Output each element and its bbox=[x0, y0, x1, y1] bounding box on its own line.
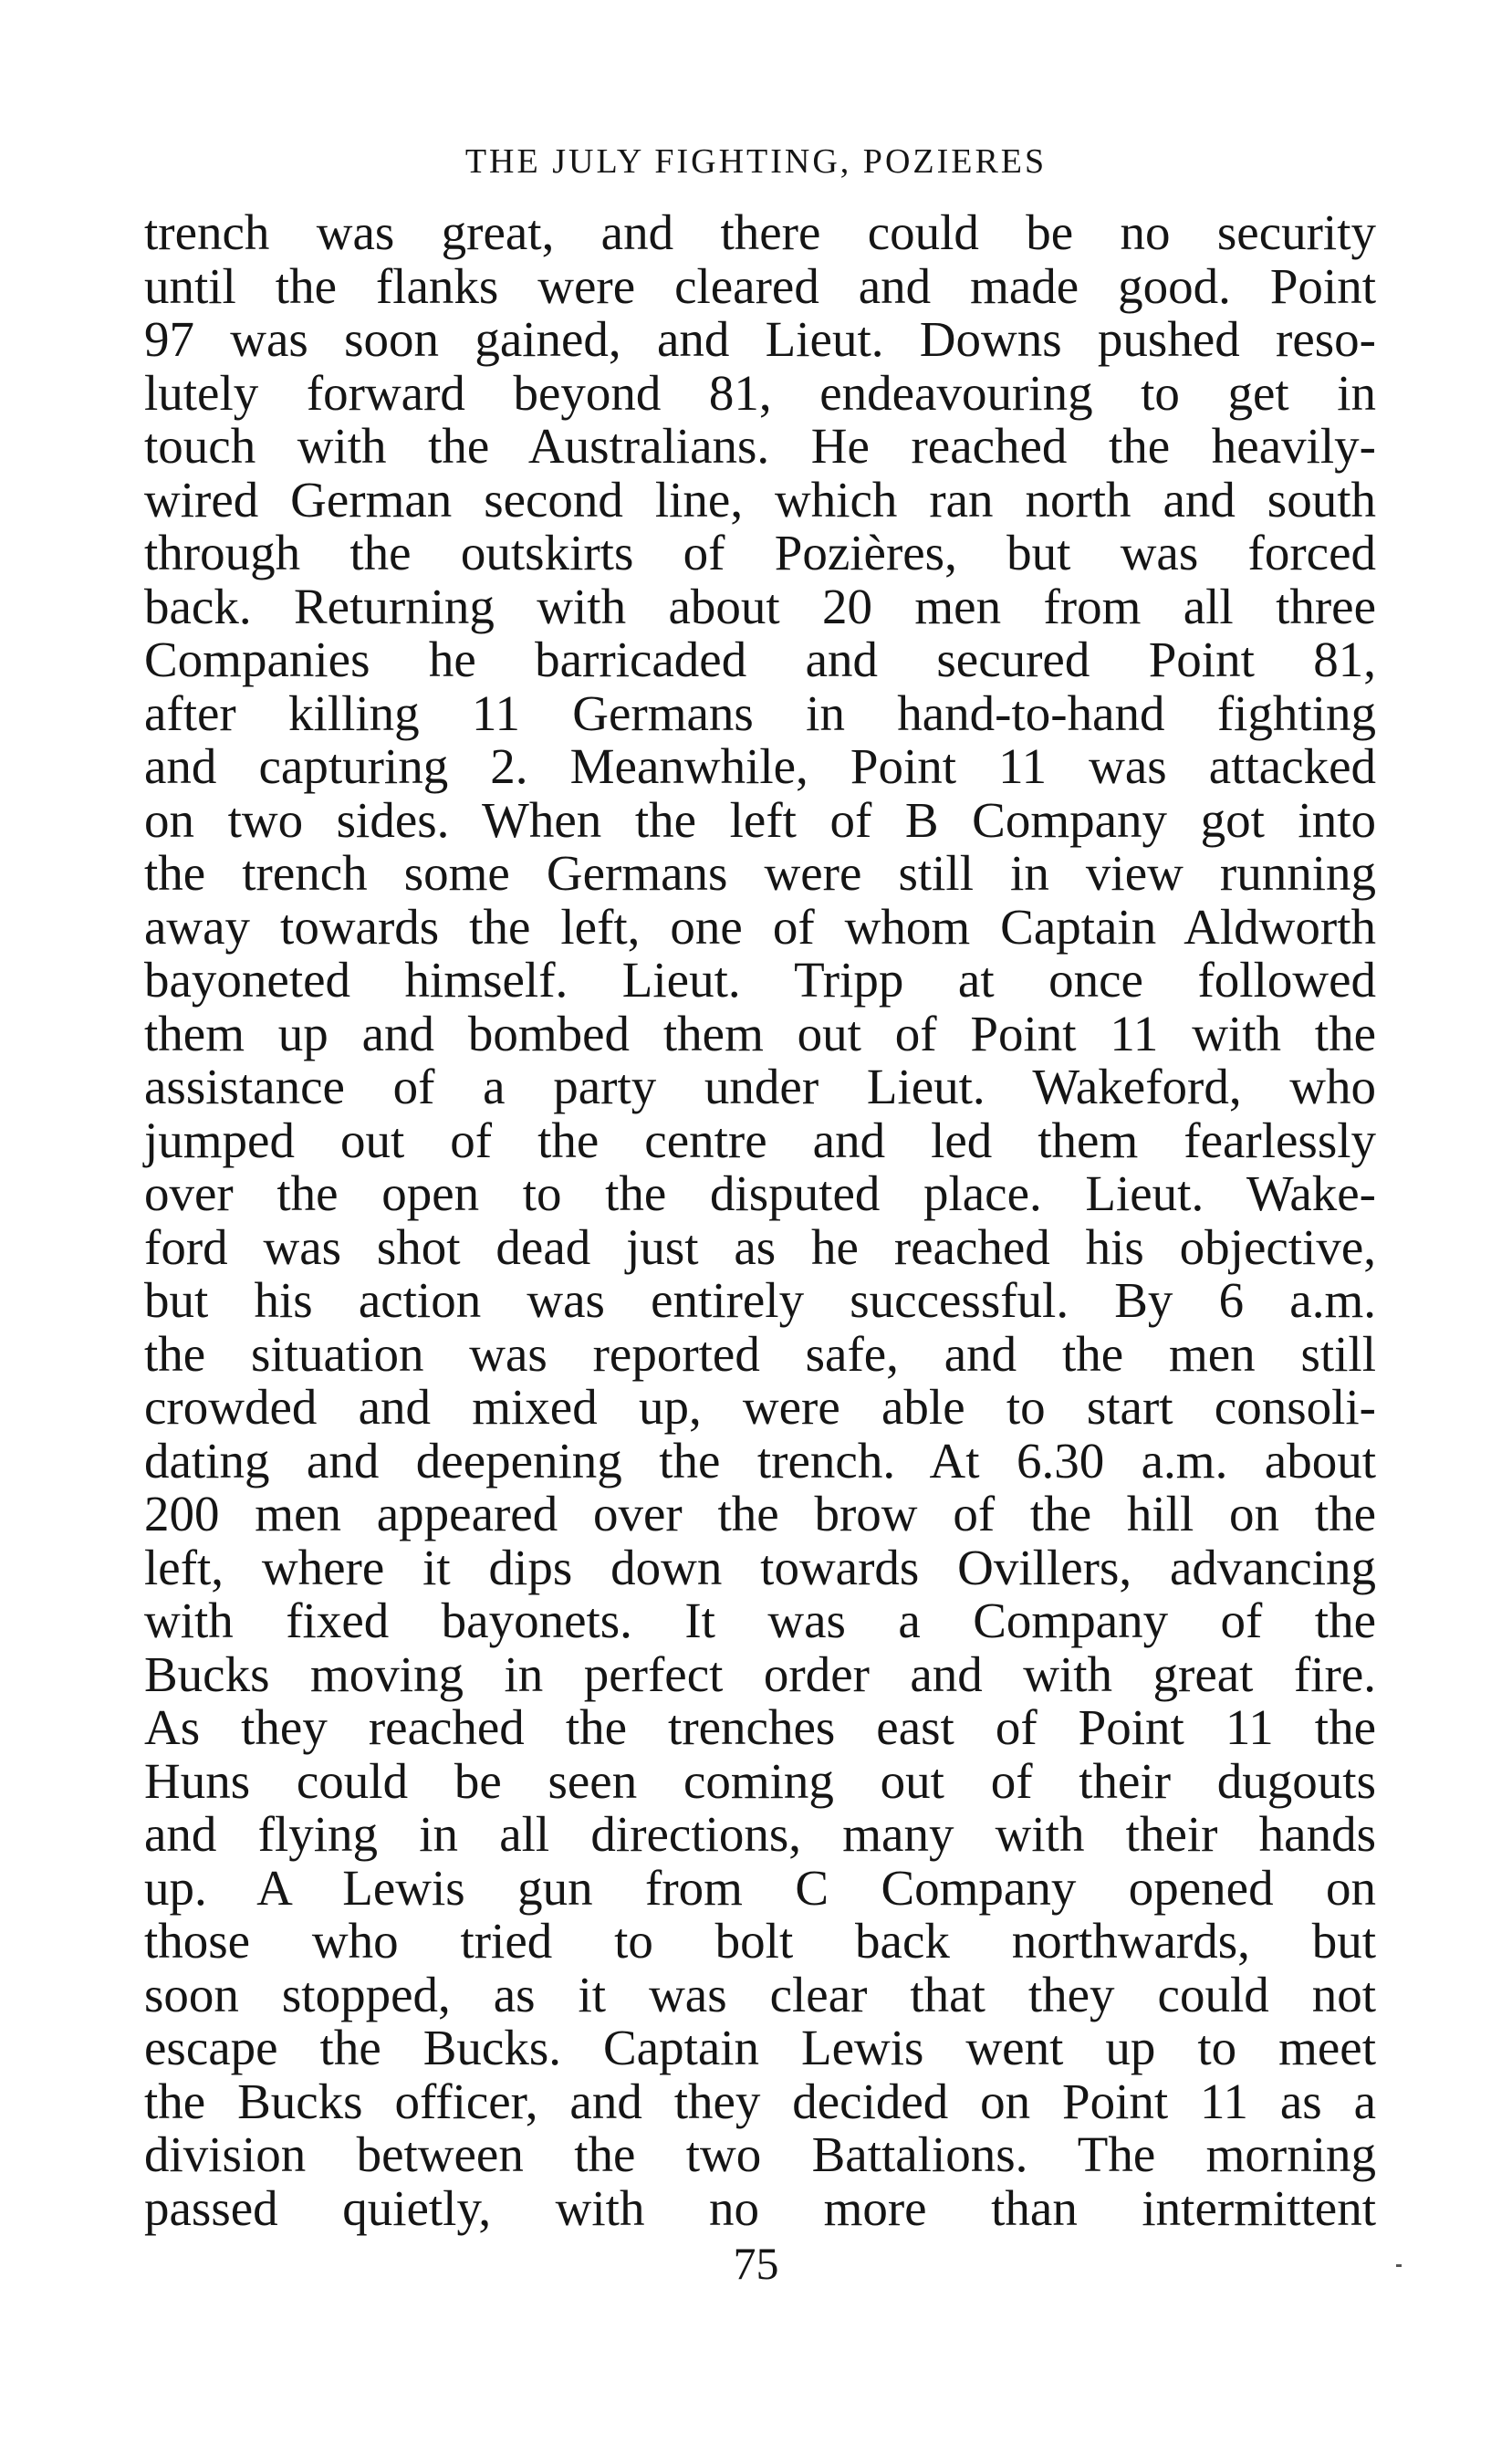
text-line: trench was great, and there could be no security bbox=[144, 204, 1376, 260]
text-line: and capturing 2. Meanwhile, Point 11 was attacked bbox=[144, 738, 1376, 794]
text-line: lutely forward beyond 81, endeavouring to get in bbox=[144, 364, 1376, 421]
text-line: those who tried to bolt back northwards, but bbox=[144, 1913, 1376, 1969]
text-line: but his action was entirely successful. By 6 a.m. bbox=[144, 1272, 1376, 1328]
text-line: ford was shot dead just as he reached his objective, bbox=[144, 1218, 1376, 1275]
text-line: touch with the Australians. He reached the heavily- bbox=[144, 418, 1376, 474]
running-head: THE JULY FIGHTING, POZIERES bbox=[464, 142, 1048, 181]
text-line: them up and bombed them out of Point 11 with the bbox=[144, 1005, 1376, 1061]
text-line: with fixed bayonets. It was a Company of the bbox=[144, 1593, 1376, 1648]
text-line: 200 men appeared over the brow of the hill on the bbox=[144, 1486, 1376, 1541]
text-line: Huns could be seen coming out of their dugouts bbox=[144, 1752, 1376, 1809]
text-line: crowded and mixed up, were able to start consoli- bbox=[144, 1379, 1376, 1435]
text-line: through the outskirts of Pozières, but was forced bbox=[144, 525, 1376, 580]
text-line: and flying in all directions, many with their hands bbox=[144, 1806, 1376, 1862]
text-line: Companies he barricaded and secured Point 81, bbox=[144, 632, 1376, 687]
page-number: 75 bbox=[733, 2238, 779, 2289]
text-line: 97 was soon gained, and Lieut. Downs pushed reso- bbox=[144, 311, 1376, 367]
text-line: the trench some Germans were still in view running bbox=[144, 845, 1376, 901]
text-line: after killing 11 Germans in hand-to-hand fighting bbox=[144, 684, 1376, 741]
text-line: back. Returning with about 20 men from all three bbox=[144, 578, 1376, 634]
text-line: on two sides. When the left of B Company got into bbox=[144, 791, 1376, 848]
text-line: passed quietly, with no more than intermittent bbox=[144, 2179, 1376, 2236]
text-line: the situation was reported safe, and the men still bbox=[144, 1325, 1376, 1382]
text-line: bayoneted himself. Lieut. Tripp at once followed bbox=[144, 952, 1376, 1008]
body-text bbox=[144, 206, 1376, 2235]
text-line: soon stopped, as it was clear that they could not bbox=[144, 1966, 1376, 2022]
text-line: As they reached the trenches east of Point 11 the bbox=[144, 1699, 1376, 1755]
text-line: up. A Lewis gun from C Company opened on bbox=[144, 1859, 1376, 1916]
text-line: jumped out of the centre and led them fearlessly bbox=[144, 1112, 1376, 1168]
text-line: until the flanks were cleared and made good. Point bbox=[144, 257, 1376, 314]
text-line: over the open to the disputed place. Lieut. Wake- bbox=[144, 1165, 1376, 1221]
print-speck bbox=[1396, 2264, 1402, 2267]
text-line: assistance of a party under Lieut. Wakeford, who bbox=[144, 1059, 1376, 1114]
text-line: dating and deepening the trench. At 6.30 a.m. about bbox=[144, 1432, 1376, 1489]
text-line: away towards the left, one of whom Captain Aldworth bbox=[144, 898, 1376, 955]
text-line: wired German second line, which ran north and south bbox=[144, 471, 1376, 528]
text-line: division between the two Battalions. The morning bbox=[144, 2126, 1376, 2182]
text-line: Bucks moving in perfect order and with great fire. bbox=[144, 1645, 1376, 1702]
text-line: left, where it dips down towards Ovillers, advancing bbox=[144, 1539, 1376, 1595]
text-line: escape the Bucks. Captain Lewis went up to meet bbox=[144, 2020, 1376, 2075]
text-line: the Bucks officer, and they decided on Point 11 as a bbox=[144, 2073, 1376, 2129]
